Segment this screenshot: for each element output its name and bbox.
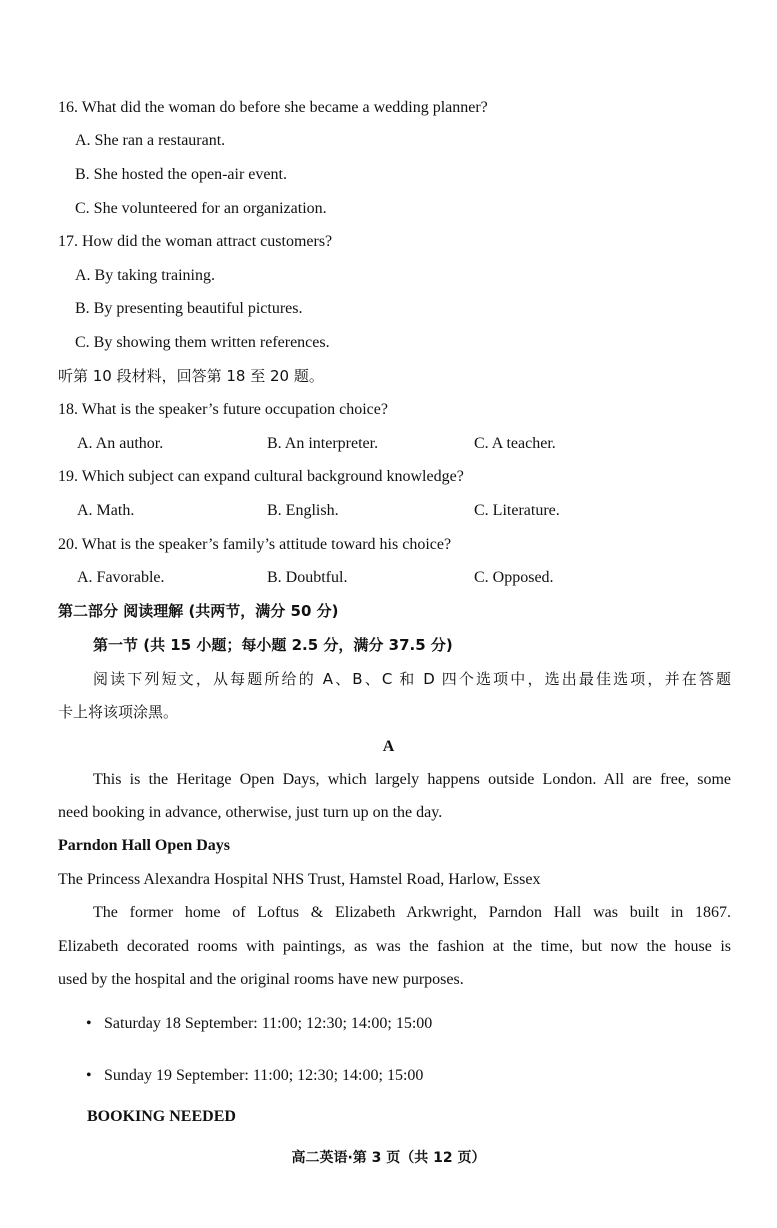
schedule-item-saturday — [86, 1014, 432, 1034]
q19-option-c: C. Literature. — [474, 502, 560, 519]
q20-option-a: A. Favorable. — [77, 569, 165, 586]
q18-stem: 18. What is the speaker’s future occupation choice? — [58, 401, 388, 418]
q16-option-c: C. She volunteered for an organization. — [75, 200, 327, 217]
q17-stem: 17. How did the woman attract customers? — [58, 233, 333, 250]
q19-stem: 19. Which subject can expand cultural background knowledge? — [58, 468, 464, 485]
listening-instruction: 听第 10 段材料，回答第 18 至 20 题。 — [58, 367, 324, 385]
q19-option-a: A. Math. — [77, 502, 135, 519]
schedule-item-text: Sunday 19 September: 11:00; 12:30; 14:00; 15:00 — [104, 1067, 424, 1084]
reading-instruction-line1: 阅读下列短文，从每题所给的 A、B、C 和 D 四个选项中，选出最佳选项，并在答题 — [93, 670, 731, 688]
passage-address: The Princess Alexandra Hospital NHS Trust, Hamstel Road, Harlow, Essex — [58, 871, 541, 888]
booking-notice: BOOKING NEEDED — [87, 1108, 236, 1125]
passage-body-line3: used by the hospital and the original rooms have new purposes. — [58, 971, 464, 988]
q18-option-c: C. A teacher. — [474, 435, 556, 452]
reading-instruction-line2: 卡上将该项涂黑。 — [58, 703, 179, 721]
schedule-item-sunday — [86, 1066, 423, 1086]
q19-option-b: B. English. — [267, 502, 339, 519]
q18-option-a: A. An author. — [77, 435, 164, 452]
q16-option-a: A. She ran a restaurant. — [75, 132, 226, 149]
q17-option-b: B. By presenting beautiful pictures. — [75, 300, 303, 317]
q20-option-c: C. Opposed. — [474, 569, 554, 586]
passage-body-line2: Elizabeth decorated rooms with paintings, as was the fashion at the time, but now the house is — [58, 938, 731, 955]
passage-body-line1: The former home of Loftus & Elizabeth Arkwright, Parndon Hall was built in 1867. — [93, 904, 731, 921]
q16-option-b: B. She hosted the open-air event. — [75, 166, 287, 183]
q18-option-b: B. An interpreter. — [267, 435, 379, 452]
q20-option-b: B. Doubtful. — [267, 569, 348, 586]
bullet-icon: • — [86, 1067, 92, 1084]
q20-stem: 20. What is the speaker’s family’s attitude toward his choice? — [58, 536, 452, 553]
part2-heading: 第二部分 阅读理解 (共两节，满分 50 分) — [58, 602, 339, 620]
page-footer: 高二英语·第 3 页（共 12 页） — [291, 1150, 486, 1166]
bullet-icon: • — [86, 1015, 92, 1032]
q16-stem: 16. What did the woman do before she became a wedding planner? — [58, 99, 488, 116]
q17-option-c: C. By showing them written references. — [75, 334, 330, 351]
schedule-item-text: Saturday 18 September: 11:00; 12:30; 14:00; 15:00 — [104, 1015, 433, 1032]
q17-option-a: A. By taking training. — [75, 267, 215, 284]
passage-title: Parndon Hall Open Days — [58, 837, 231, 854]
passage-letter: A — [382, 738, 395, 755]
section1-heading: 第一节 (共 15 小题；每小题 2.5 分，满分 37.5 分) — [93, 636, 453, 654]
passage-intro-line2: need booking in advance, otherwise, just turn up on the day. — [58, 804, 443, 821]
passage-intro-line1: This is the Heritage Open Days, which largely happens outside London. All are free, some — [93, 771, 731, 788]
